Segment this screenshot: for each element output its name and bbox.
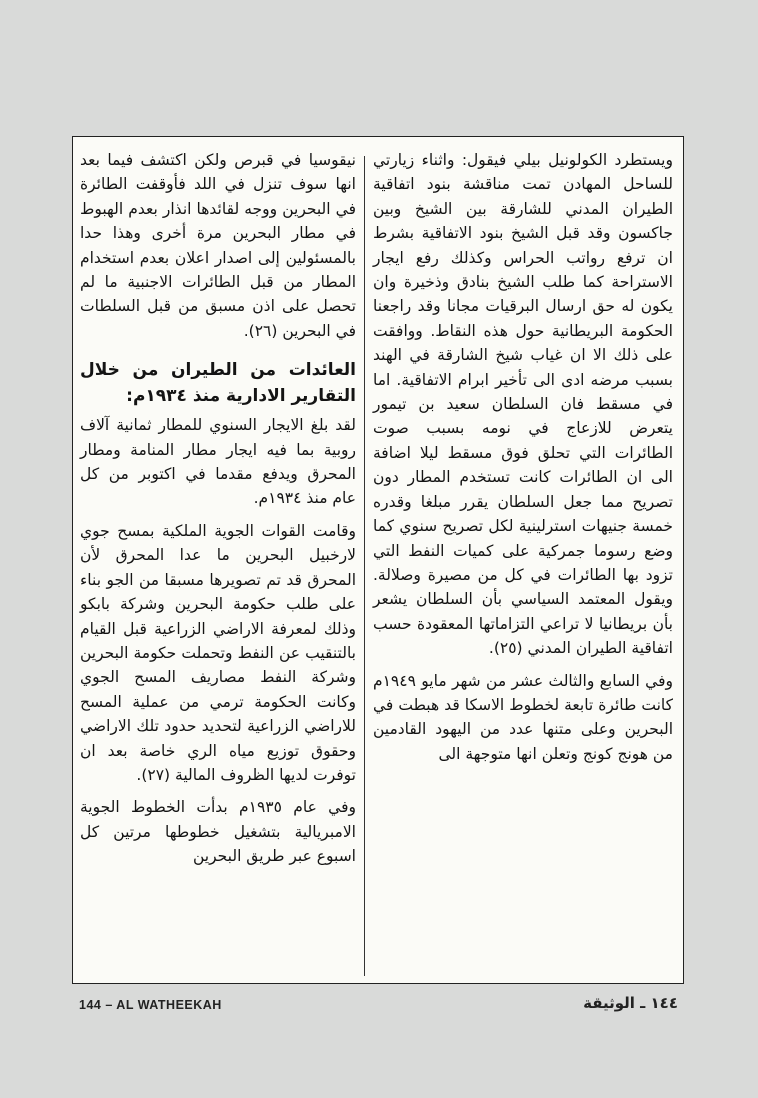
section-heading: العائدات من الطيران من خلال التقارير الادارية منذ ١٩٣٤م: — [80, 360, 356, 407]
paragraph-text: وقامت القوات الجوية الملكية بمسح جوي لارخبيل البحرين ما عدا المحرق لأن المحرق قد تم تصويرها مسبقا من الجو بناء على طلب حكومة البحرين وشركة بابكو وذلك لمعرفة الاراضي الزراعية قبل القيام بالتنقيب عن النفط وتحملت حكومة البحرين وشركة النفط مصاريف المسح الجوي وكانت الحكومة ترمي من عملية المسح للاراضي الزراعية لتحديد حدود تلك الاراضي وحقوق توزيع مياه الري خاصة بعد ان توفرت لديها الظروف المالية — [80, 521, 356, 784]
paragraph: وفي عام ١٩٣٥م بدأت الخطوط الجوية الامبريالية بتشغيل خطوطها مرتين كل اسبوع عبر طريق البحرين — [80, 798, 356, 866]
paragraph — [373, 148, 673, 661]
footer-page-label-latin: 144 – AL WATHEEKAH — [79, 998, 222, 1012]
paragraph: لقد بلغ الايجار السنوي للمطار ثمانية آلاف روبية بما فيه ايجار مطار المنامة ومطار المحرق ويدفع مقدما في اكتوبر من كل عام منذ ١٩٣٤م. — [80, 416, 356, 508]
paragraph — [80, 148, 356, 343]
right-column — [373, 148, 673, 766]
left-column — [80, 148, 356, 869]
footnote-ref: (٢٦). — [243, 321, 278, 340]
paragraph — [80, 519, 356, 787]
footnote-ref: (٢٥). — [488, 639, 523, 658]
paragraph-text: ويستطرد الكولونيل بيلي فيقول: واثناء زيارتي للساحل المهادن تمت مناقشة بنود اتفاقية الطيران المدني للشارقة بين الشيخ وبين جاكسون وقد قبل الشيخ بنود الاتفاقية بشرط ان ترفع رواتب الحراس وكذلك رفع ايجار الاستراحة كما طلب الشيخ بنادق وذخيرة وان يكون له حق ارسال البرقيات مجانا وقد راجعنا الحكومة البريطانية حول هذه النقاط. ووافقت على ذلك الا ان غياب شيخ الشارقة في الهند بسبب مرضه ادى الى تأخير ابرام الاتفاقية. اما في مسقط فان السلطان سعيد بن تيمور يتعرض للازعاج في نومه بسبب صوت الطائرات التي تحلق فوق مسقط ليلا اضافة الى ان الطائرات كانت تستخدم المطار دون تصريح مما جعل السلطان يقرر مبلغا وقدره خمسة جنيهات استرلينية لكل تصريح سنوي كما وضع رسوما جمركية على كميات النفط التي تزود بها الطائرات في كل من مصيرة وصلالة. ويقول المعتمد السياسي بأن السلطان يشعر بأن بريطانيا لا تراعي التزاماتها المعقودة حسب اتفاقية الطيران المدني — [373, 151, 673, 658]
footnote-ref: (٢٧). — [136, 765, 171, 784]
footer-page-label-arabic: ١٤٤ ـ الوثيقة — [583, 994, 678, 1012]
column-divider — [364, 156, 365, 976]
paragraph: وفي السابع والثالث عشر من شهر مايو ١٩٤٩م كانت طائرة تابعة لخطوط الاسكا قد هبطت في البحرين وعلى متنها عدد من اليهود القادمين من هونج كونج وتعلن انها متوجهة الى — [373, 671, 673, 763]
paragraph-text: نيقوسيا في قبرص ولكن اكتشف فيما بعد انها سوف تنزل في اللد فأوقفت الطائرة في البحرين ووجه لقائدها انذار بعدم الهبوط في مطار البحرين مرة أخرى وهذا حدا بالمسئولين إلى اصدار اعلان بعدم استخدام المطار من قبل الطائرات الاجنبية ما لم تحصل على اذن مسبق من قبل السلطات في البحرين — [80, 151, 356, 340]
